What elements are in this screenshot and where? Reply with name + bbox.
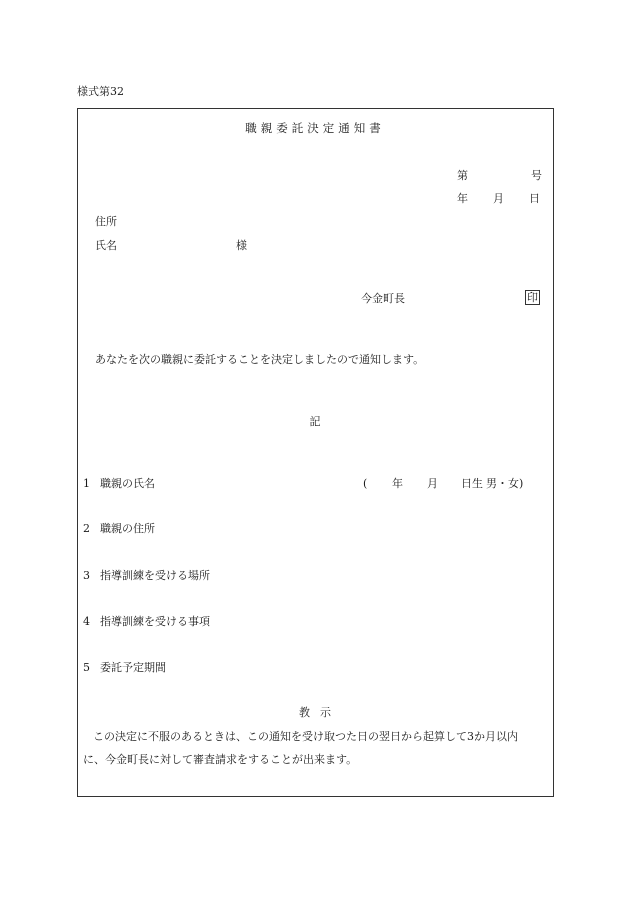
birth-month-label: 月 [427,477,438,490]
date-month-label: 月 [493,192,504,205]
document-frame [77,108,554,797]
instruction-text-line1: この決定に不服のあるときは、この通知を受け取つた日の翌日から起算して3か月以内 [93,730,518,743]
item-number: 3 [83,569,90,582]
sex-choice: 男・女) [486,477,524,490]
number-prefix: 第 [457,169,468,182]
recipient-name-label: 氏名 [95,239,117,252]
item-number: 1 [83,477,90,490]
date-year-label: 年 [457,192,468,205]
document-title: 職親委託決定通知書 [245,121,385,135]
birth-year-label: 年 [392,477,403,490]
item-number: 4 [83,615,90,628]
ki-label: 記 [309,415,321,428]
recipient-honorific: 様 [236,239,247,252]
issuer-title: 今金町長 [361,292,405,305]
item-label-training-matters: 指導訓練を受ける事項 [100,615,210,628]
item-label-planned-period: 委託予定期間 [100,661,166,674]
item-number: 5 [83,661,90,674]
item-label-sponsor-name: 職親の氏名 [100,477,155,490]
item-label-training-place: 指導訓練を受ける場所 [100,569,210,582]
item-number: 2 [83,522,90,535]
number-suffix: 号 [531,169,542,182]
birth-day-label: 日生 [461,477,483,490]
item-label-sponsor-address: 職親の住所 [100,522,155,535]
date-day-label: 日 [529,192,540,205]
instruction-text-line2: に、今金町長に対して審査請求をすることが出来ます。 [83,753,358,766]
recipient-address-label: 住所 [95,215,117,228]
form-number: 様式第32 [77,85,124,98]
seal-mark: 印 [527,291,538,304]
notice-body: あなたを次の職親に委託することを決定しましたので通知します。 [95,353,425,366]
instruction-heading: 教示 [299,706,341,719]
birth-paren-open: ( [363,477,368,490]
